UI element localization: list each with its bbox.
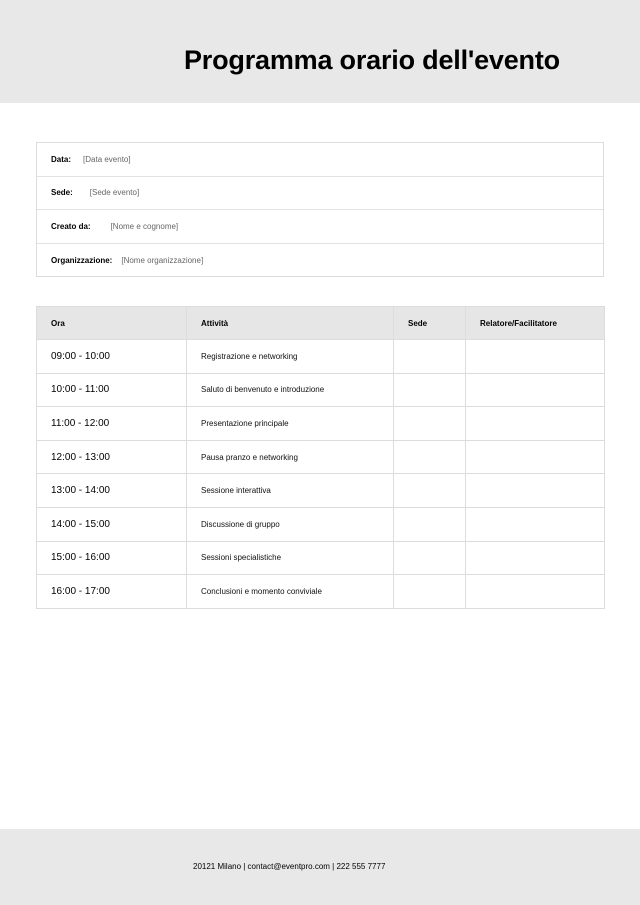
speaker-cell — [466, 440, 605, 474]
table-row — [37, 440, 605, 474]
info-value: [Data evento] — [83, 154, 131, 164]
activity-cell: Sessioni specialistiche — [187, 541, 394, 575]
venue-cell — [394, 440, 466, 474]
page-title: Programma orario dell'evento — [184, 45, 560, 75]
venue-cell — [394, 373, 466, 407]
time-cell: 09:00 - 10:00 — [37, 340, 187, 374]
info-value: [Sede evento] — [89, 188, 140, 198]
info-value: [Nome e cognome] — [110, 221, 179, 231]
info-row-date — [37, 143, 603, 177]
column-header-venue: Sede — [394, 307, 466, 340]
table-row — [37, 373, 605, 407]
info-row-organization — [37, 244, 603, 278]
venue-cell — [394, 407, 466, 441]
info-label: Creato da: — [51, 221, 91, 231]
time-cell: 15:00 - 16:00 — [37, 541, 187, 575]
speaker-cell — [466, 507, 605, 541]
table-row — [37, 407, 605, 441]
time-cell: 10:00 - 11:00 — [37, 373, 187, 407]
activity-cell: Saluto di benvenuto e introduzione — [187, 373, 394, 407]
schedule-table — [36, 306, 605, 609]
table-row — [37, 340, 605, 374]
event-info-box — [36, 142, 604, 277]
time-cell: 16:00 - 17:00 — [37, 575, 187, 609]
venue-cell — [394, 575, 466, 609]
table-row — [37, 575, 605, 609]
venue-cell — [394, 507, 466, 541]
activity-cell: Conclusioni e momento conviviale — [187, 575, 394, 609]
info-row-venue — [37, 177, 603, 211]
speaker-cell — [466, 373, 605, 407]
table-row — [37, 474, 605, 508]
venue-cell — [394, 474, 466, 508]
info-label: Organizzazione: — [51, 255, 113, 265]
activity-cell: Registrazione e networking — [187, 340, 394, 374]
column-header-speaker: Relatore/Facilitatore — [466, 307, 605, 340]
info-value: [Nome organizzazione] — [121, 255, 204, 265]
venue-cell — [394, 541, 466, 575]
info-label: Data: — [51, 154, 72, 164]
speaker-cell — [466, 575, 605, 609]
speaker-cell — [466, 541, 605, 575]
time-cell: 12:00 - 13:00 — [37, 440, 187, 474]
activity-cell: Sessione interattiva — [187, 474, 394, 508]
speaker-cell — [466, 340, 605, 374]
table-header-row — [37, 307, 605, 340]
page-header — [0, 0, 640, 103]
info-label: Sede: — [51, 188, 73, 198]
page-footer — [0, 829, 640, 905]
time-cell: 14:00 - 15:00 — [37, 507, 187, 541]
info-row-created-by — [37, 210, 603, 244]
speaker-cell — [466, 474, 605, 508]
venue-cell — [394, 340, 466, 374]
column-header-activity: Attività — [187, 307, 394, 340]
activity-cell: Discussione di gruppo — [187, 507, 394, 541]
table-row — [37, 541, 605, 575]
table-row — [37, 507, 605, 541]
activity-cell: Pausa pranzo e networking — [187, 440, 394, 474]
column-header-time: Ora — [37, 307, 187, 340]
speaker-cell — [466, 407, 605, 441]
activity-cell: Presentazione principale — [187, 407, 394, 441]
footer-contact: 20121 Milano | contact@eventpro.com | 222 555 7777 — [193, 862, 386, 871]
time-cell: 11:00 - 12:00 — [37, 407, 187, 441]
time-cell: 13:00 - 14:00 — [37, 474, 187, 508]
